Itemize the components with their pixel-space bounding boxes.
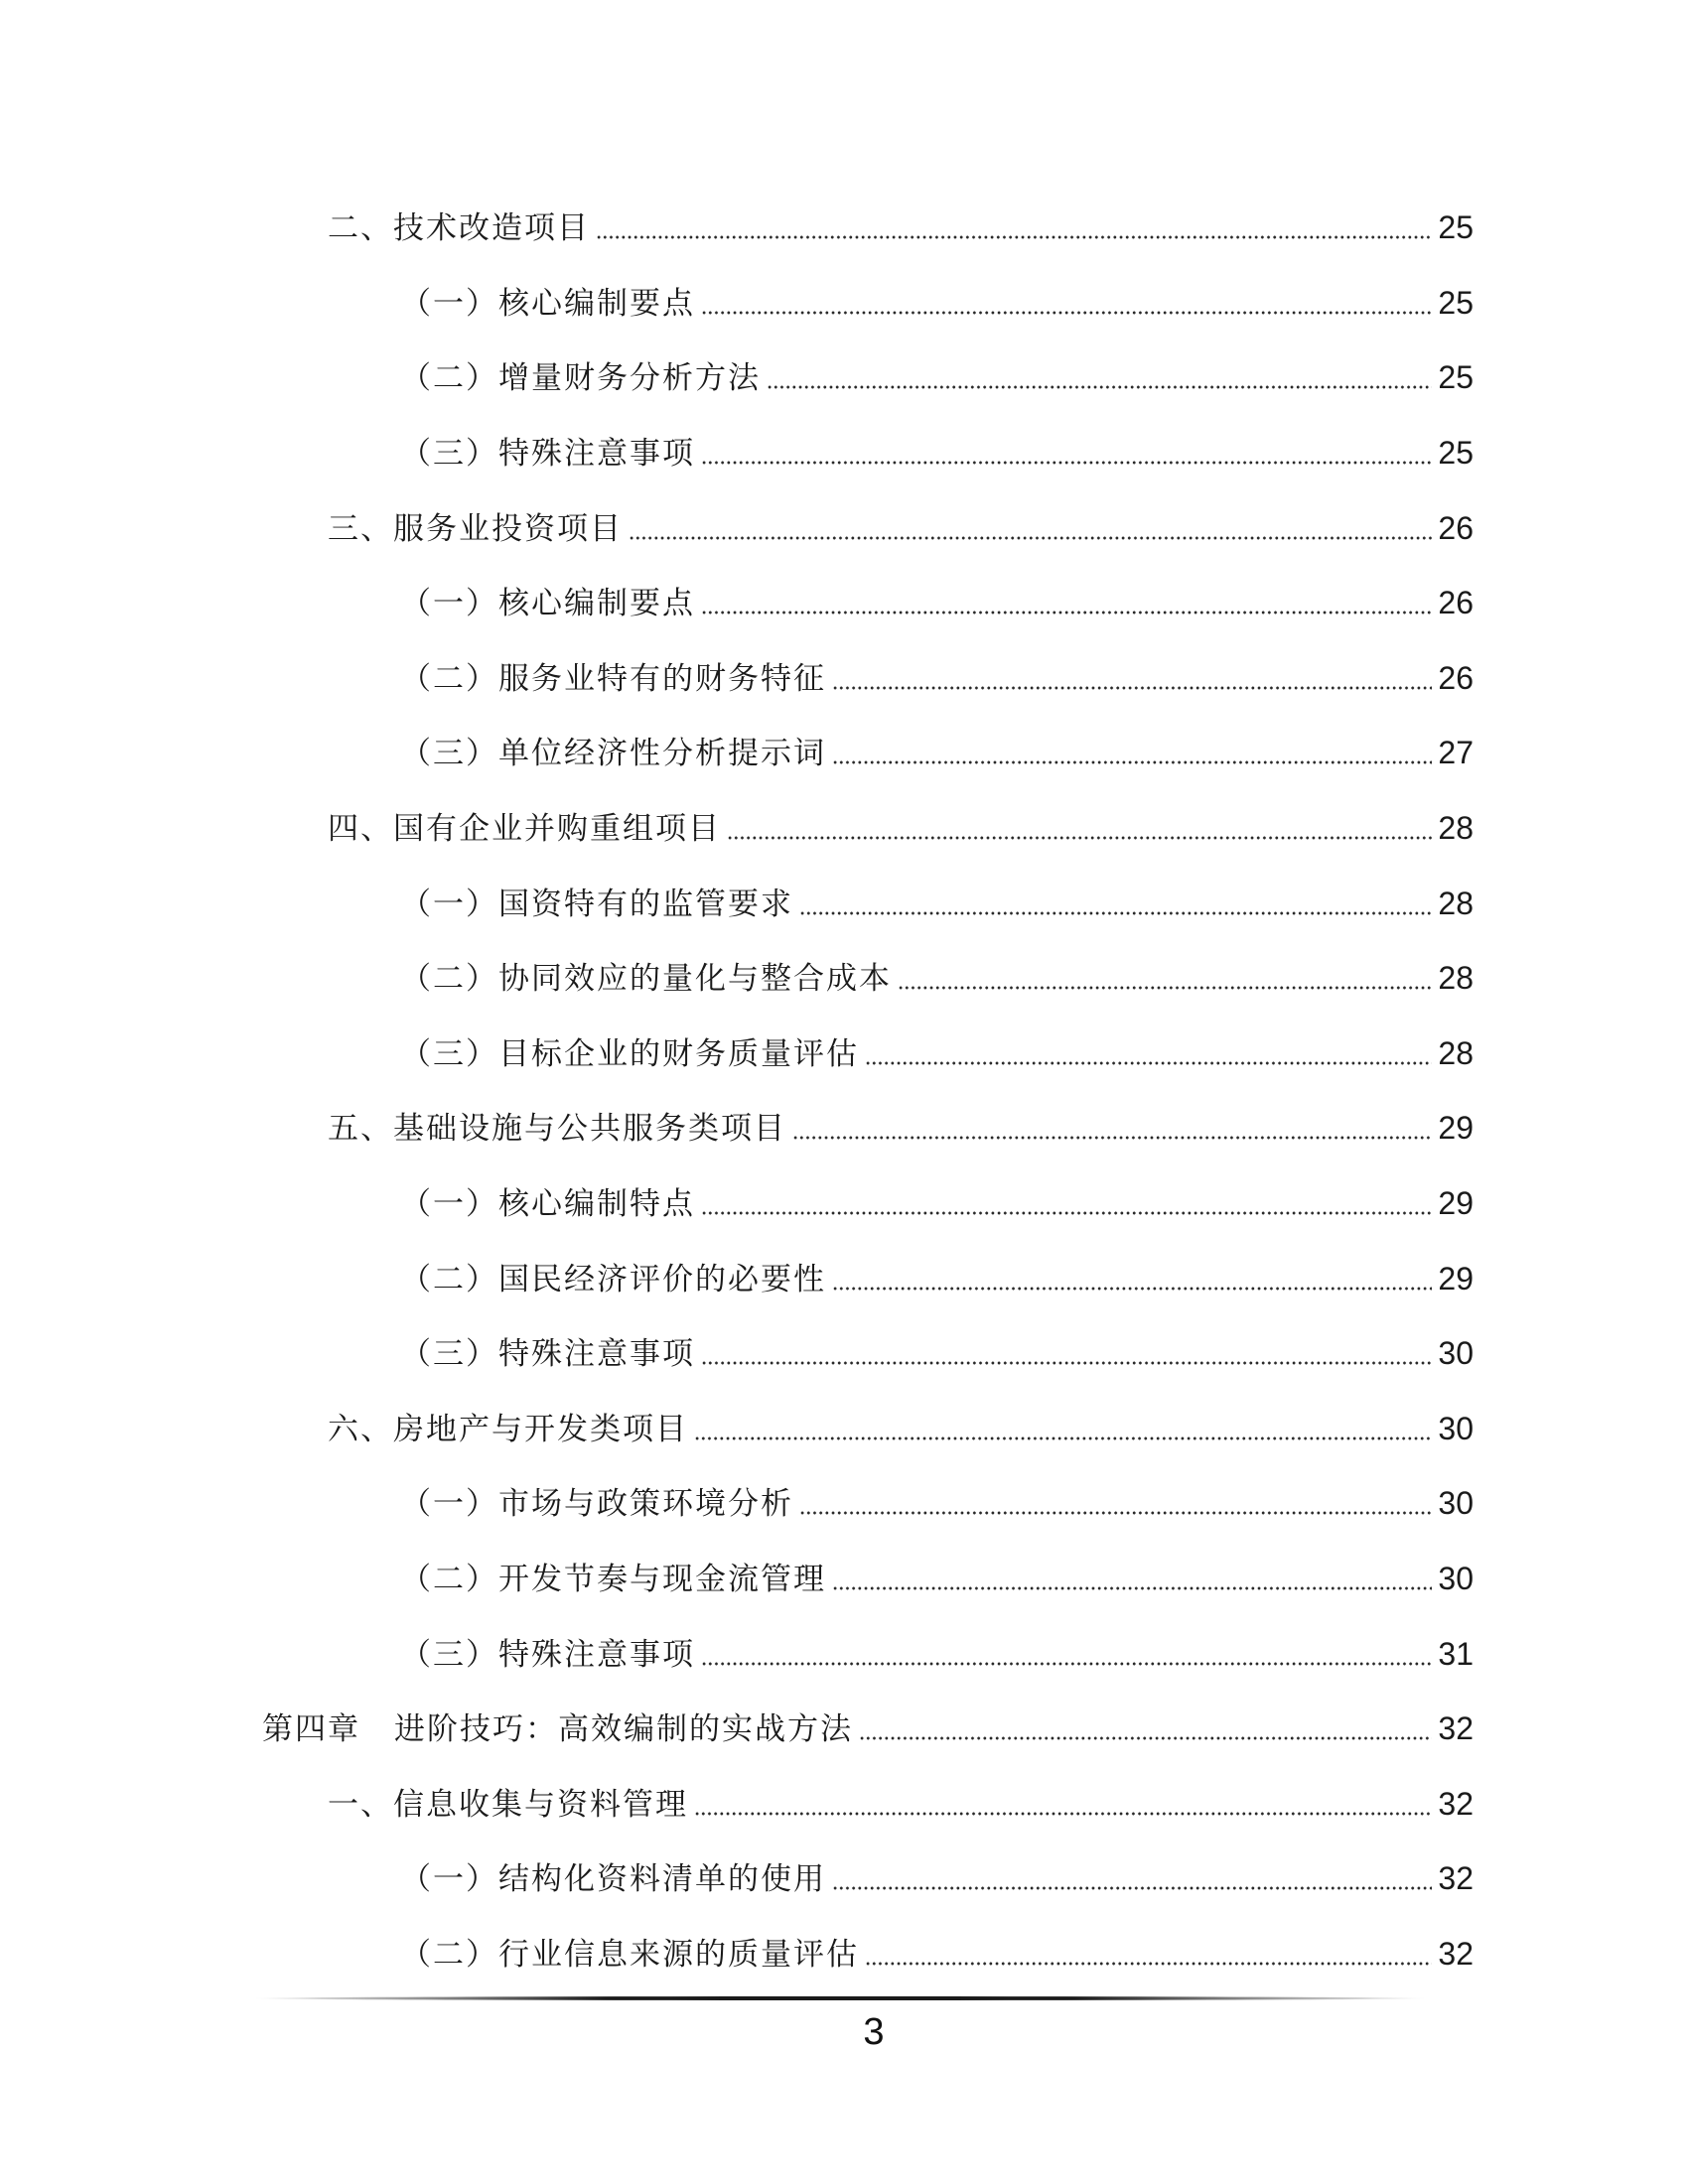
toc-entry-page: 25	[1438, 284, 1474, 321]
toc-entry[interactable]	[0, 341, 1688, 416]
toc-entry-page: 31	[1438, 1635, 1474, 1672]
dot-leader	[727, 836, 1432, 840]
toc-entry[interactable]	[0, 1166, 1688, 1242]
toc-entry[interactable]	[0, 1316, 1688, 1392]
dot-leader	[767, 385, 1432, 389]
toc-entry-title: 二、技术改造项目	[328, 210, 590, 247]
toc-entry[interactable]	[0, 490, 1688, 566]
toc-entry-title: （三）单位经济性分析提示词	[400, 736, 826, 772]
dot-leader	[832, 1287, 1432, 1291]
toc-entry-title: （三）目标企业的财务质量评估	[400, 1035, 859, 1072]
toc-entry-page: 29	[1438, 1110, 1474, 1147]
toc-entry[interactable]	[0, 941, 1688, 1017]
toc-entry-page: 30	[1438, 1560, 1474, 1596]
toc-entry[interactable]	[0, 1241, 1688, 1316]
toc-entry-title: （一）国资特有的监管要求	[400, 886, 793, 922]
dot-leader	[832, 760, 1432, 764]
toc-entry-page: 25	[1438, 209, 1474, 246]
toc-entry-title: 六、房地产与开发类项目	[328, 1411, 688, 1447]
toc-entry-title: 五、基础设施与公共服务类项目	[328, 1111, 786, 1148]
dot-leader	[799, 911, 1432, 915]
toc-entry-title: （一）核心编制要点	[400, 285, 695, 322]
toc-entry-title: 四、国有企业并购重组项目	[328, 811, 721, 848]
toc-entry-title: （三）特殊注意事项	[400, 1636, 695, 1673]
dot-leader	[865, 1061, 1432, 1065]
dot-leader	[694, 1812, 1432, 1816]
toc-entry-title: 进阶技巧：高效编制的实战方法	[394, 1711, 853, 1748]
dot-leader	[859, 1736, 1432, 1740]
toc-entry[interactable]	[0, 1017, 1688, 1092]
toc-entry-title: （二）行业信息来源的质量评估	[400, 1936, 859, 1973]
toc-entry-page: 28	[1438, 1034, 1474, 1071]
toc-entry[interactable]	[0, 1842, 1688, 1917]
toc-entry-title: （三）特殊注意事项	[400, 1336, 695, 1373]
dot-leader	[701, 1361, 1432, 1365]
toc-entry-title: （一）核心编制特点	[400, 1186, 695, 1223]
dot-leader	[832, 686, 1432, 690]
toc-entry-page: 32	[1438, 1935, 1474, 1972]
toc-entry-page: 30	[1438, 1410, 1474, 1446]
dot-leader	[799, 1511, 1432, 1515]
toc-entry-page: 29	[1438, 1185, 1474, 1222]
dot-leader	[832, 1886, 1432, 1890]
toc-entry-page: 26	[1438, 509, 1474, 546]
toc-entry-page: 26	[1438, 585, 1474, 621]
toc-entry-title: （二）增量财务分析方法	[400, 360, 761, 397]
dot-leader	[694, 1436, 1432, 1440]
toc-entry[interactable]	[0, 1392, 1688, 1467]
toc-entry-page: 28	[1438, 885, 1474, 921]
page-number: 3	[863, 2011, 885, 2053]
toc-entry-page: 27	[1438, 735, 1474, 771]
toc-entry-page: 30	[1438, 1335, 1474, 1372]
toc-entry-title: （二）协同效应的量化与整合成本	[400, 961, 892, 998]
toc-entry-title: （一）结构化资料清单的使用	[400, 1861, 826, 1898]
toc-entry-title: （三）特殊注意事项	[400, 436, 695, 473]
toc-chapter-number: 第四章	[262, 1711, 360, 1748]
toc-entry-page: 28	[1438, 810, 1474, 847]
dot-leader	[898, 986, 1432, 990]
toc-entry[interactable]	[0, 191, 1688, 266]
toc-chapter-entry[interactable]	[0, 1692, 1688, 1767]
dot-leader	[701, 1662, 1432, 1666]
toc-entry-title: 一、信息收集与资料管理	[328, 1786, 688, 1823]
toc-entry-title: （二）国民经济评价的必要性	[400, 1261, 826, 1297]
dot-leader	[701, 611, 1432, 614]
toc-entry-page: 32	[1438, 1860, 1474, 1897]
toc-entry[interactable]	[0, 641, 1688, 717]
dot-leader	[596, 235, 1432, 239]
toc-entry[interactable]	[0, 266, 1688, 341]
dot-leader	[701, 461, 1432, 465]
table-of-contents	[0, 191, 1688, 1991]
toc-entry-page: 32	[1438, 1710, 1474, 1747]
dot-leader	[701, 311, 1432, 315]
toc-entry[interactable]	[0, 566, 1688, 641]
toc-entry[interactable]	[0, 866, 1688, 941]
toc-entry[interactable]	[0, 1466, 1688, 1542]
toc-entry[interactable]	[0, 791, 1688, 867]
toc-entry[interactable]	[0, 1917, 1688, 1992]
toc-entry[interactable]	[0, 716, 1688, 791]
footer-divider	[254, 1996, 1426, 2000]
dot-leader	[629, 536, 1432, 540]
toc-entry-page: 25	[1438, 359, 1474, 396]
toc-entry-title: （一）市场与政策环境分析	[400, 1486, 793, 1523]
dot-leader	[792, 1136, 1432, 1140]
dot-leader	[701, 1211, 1432, 1215]
toc-entry[interactable]	[0, 1616, 1688, 1692]
toc-entry-page: 32	[1438, 1785, 1474, 1822]
toc-entry-title: （一）核心编制要点	[400, 586, 695, 622]
toc-entry[interactable]	[0, 1091, 1688, 1166]
toc-entry-title: （二）开发节奏与现金流管理	[400, 1561, 826, 1597]
toc-entry-page: 25	[1438, 435, 1474, 472]
toc-entry[interactable]	[0, 1542, 1688, 1617]
toc-entry[interactable]	[0, 1766, 1688, 1842]
toc-entry-title: （二）服务业特有的财务特征	[400, 660, 826, 697]
toc-entry-page: 30	[1438, 1485, 1474, 1522]
toc-entry-title: 三、服务业投资项目	[328, 510, 623, 547]
toc-entry-page: 29	[1438, 1260, 1474, 1297]
toc-entry-page: 26	[1438, 659, 1474, 696]
dot-leader	[865, 1962, 1432, 1966]
dot-leader	[832, 1586, 1432, 1590]
toc-entry-page: 28	[1438, 960, 1474, 997]
toc-entry[interactable]	[0, 416, 1688, 491]
